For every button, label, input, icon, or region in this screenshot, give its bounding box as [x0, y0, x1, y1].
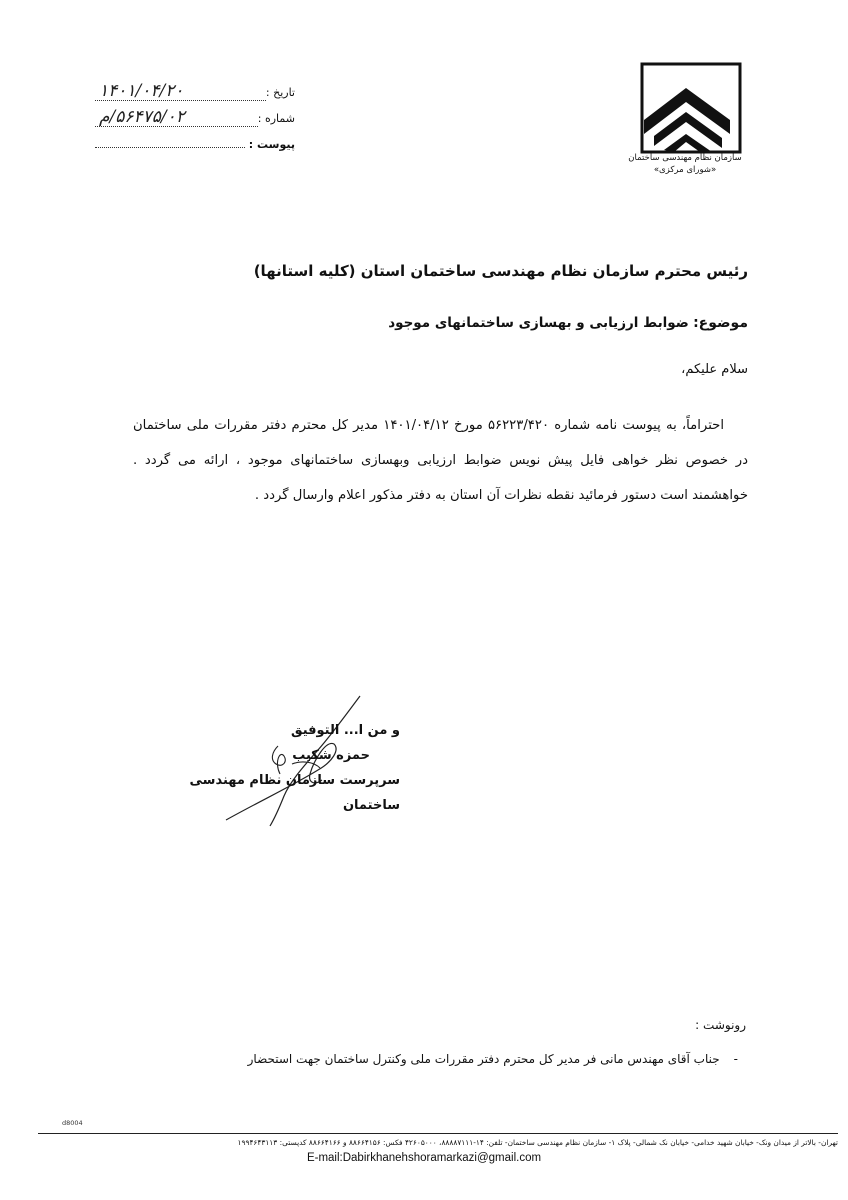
number-value: ۵۶۴۷۵/۰۲/م — [95, 108, 258, 127]
cc-bullet: - — [733, 1052, 738, 1066]
letter-body — [133, 408, 748, 513]
cc-title: رونوشت : — [695, 1018, 746, 1032]
letter-meta — [95, 80, 295, 158]
footer-address: تهران- بالاتر از میدان ونک- خیابان شهید خدامی- خیابان نک شمالی- پلاک ۱- سازمان نظام مهندسی ساختمان- تلفن: ۱۴-۸۸۸۸۷۱۱۱، ۴۲۶۰۵۰۰۰ فکس: ۸۸۶۶۴۱۵۶ و ۸۸۶۶۴۱۶۶ کدپستی: ۱۹۹۴۶۴۳۱۱۳ — [237, 1138, 838, 1147]
greeting: سلام علیکم، — [681, 362, 748, 377]
signer-title: سرپرست سازمان نظام مهندسی ساختمان — [189, 773, 400, 813]
cc-item-text: جناب آقای مهندس مانی فر مدیر کل محترم دفتر مقررات ملی وکنترل ساختمان جهت استحضار — [247, 1052, 720, 1066]
date-value: ۱۴۰۱/۰۴/۲۰ — [95, 82, 266, 101]
cc-item — [178, 1052, 738, 1066]
footer-divider — [38, 1133, 838, 1134]
subject-text: ضوابط ارزیابی و بهسازی ساختمانهای موجود — [388, 315, 689, 331]
org-subtitle: «شورای مرکزی» — [653, 165, 717, 175]
letter-body-text: احتراماً، به پیوست نامه شماره ۵۶۲۲۳/۴۲۰ مورخ ۱۴۰۱/۰۴/۱۲ مدیر کل محترم دفتر مقررات ملی ساختمان در خصوص نظر خواهی فایل پیش نویس ضوابط ارزیابی وبهسازی ساختمانهای موجود ، ارائه می گردد . خواهشمند است دستور فرمائید نقطه نظرات آن استان به دفتر مذکور اعلام وارسال گردد . — [133, 418, 748, 503]
recipient: رئیس محترم سازمان نظام مهندسی ساختمان استان (کلیه استانها) — [253, 262, 748, 280]
doc-id: d8004 — [62, 1119, 83, 1127]
attachment-label: پیوست : — [248, 138, 295, 151]
number-row — [95, 106, 295, 132]
date-row — [95, 80, 295, 106]
subject-label: موضوع: — [693, 315, 748, 331]
subject-line — [148, 315, 748, 331]
attachment-blank — [95, 137, 245, 148]
org-name: سازمان نظام مهندسی ساختمان — [628, 153, 742, 163]
attachment-row — [95, 132, 295, 158]
closing-block — [180, 718, 400, 818]
signer-name: حمزه شکیب — [292, 748, 370, 763]
number-label: شماره : — [257, 112, 295, 125]
date-label: تاریخ : — [265, 86, 295, 99]
footer-email: E-mail:Dabirkhanehshoramarkazi@gmail.com — [306, 1152, 542, 1164]
org-logo-caption — [610, 152, 760, 176]
closing-phrase: و من ا... التوفیق — [290, 723, 400, 738]
